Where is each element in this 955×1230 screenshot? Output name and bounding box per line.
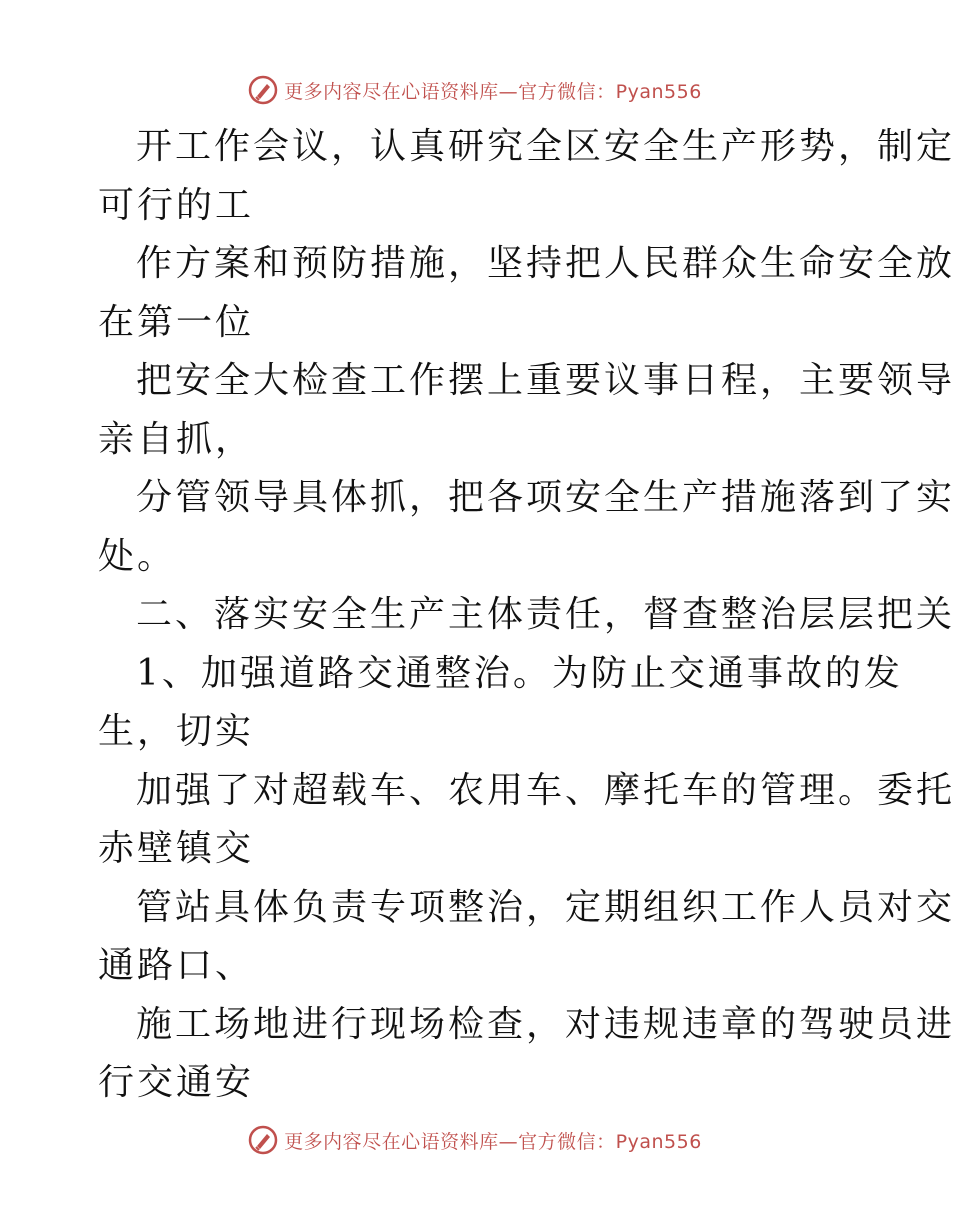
text-line: 1、加强道路交通整治。为防止交通事故的发 [136,652,903,694]
watermark-text: 更多内容尽在心语资料库—官方微信：Pyan556 [284,80,702,103]
text-line: 赤壁镇交 [98,828,255,869]
text-line: 通路口、 [98,945,255,986]
text-line: 管站具体负责专项整治，定期组织工作人员对交 [136,886,955,928]
text-line: 开工作会议，认真研究全区安全生产形势，制定 [136,126,955,167]
text-line: 把安全大检查工作摆上重要议事日程，主要领导 [136,360,955,401]
text-line: 施工场地进行现场检查，对违规违章的驾驶员进 [136,1003,955,1045]
text-line: 作方案和预防措施，坚持把人民群众生命安全放 [136,243,955,284]
text-line: 行交通安 [98,1062,255,1103]
text-line: 处。 [98,535,177,577]
text-line: 加强了对超载车、农用车、摩托车的管理。委托 [136,769,955,811]
footer-watermark [0,1122,950,1158]
text-line: 在第一位 [98,301,255,343]
watermark-text: 更多内容尽在心语资料库—官方微信：Pyan556 [284,1130,702,1153]
text-line: 分管领导具体抓，把各项安全生产措施落到了实 [136,477,955,518]
text-line: 可行的工 [98,184,255,226]
text-line: 生，切实 [98,711,255,752]
pen-seal-icon [248,1125,278,1155]
pen-seal-icon [248,75,278,105]
section-heading: 二、落实安全生产主体责任，督查整治层层把关 [136,594,955,635]
text-line: 亲自抓， [98,418,255,460]
document-body [98,118,955,1113]
header-watermark [0,72,950,108]
